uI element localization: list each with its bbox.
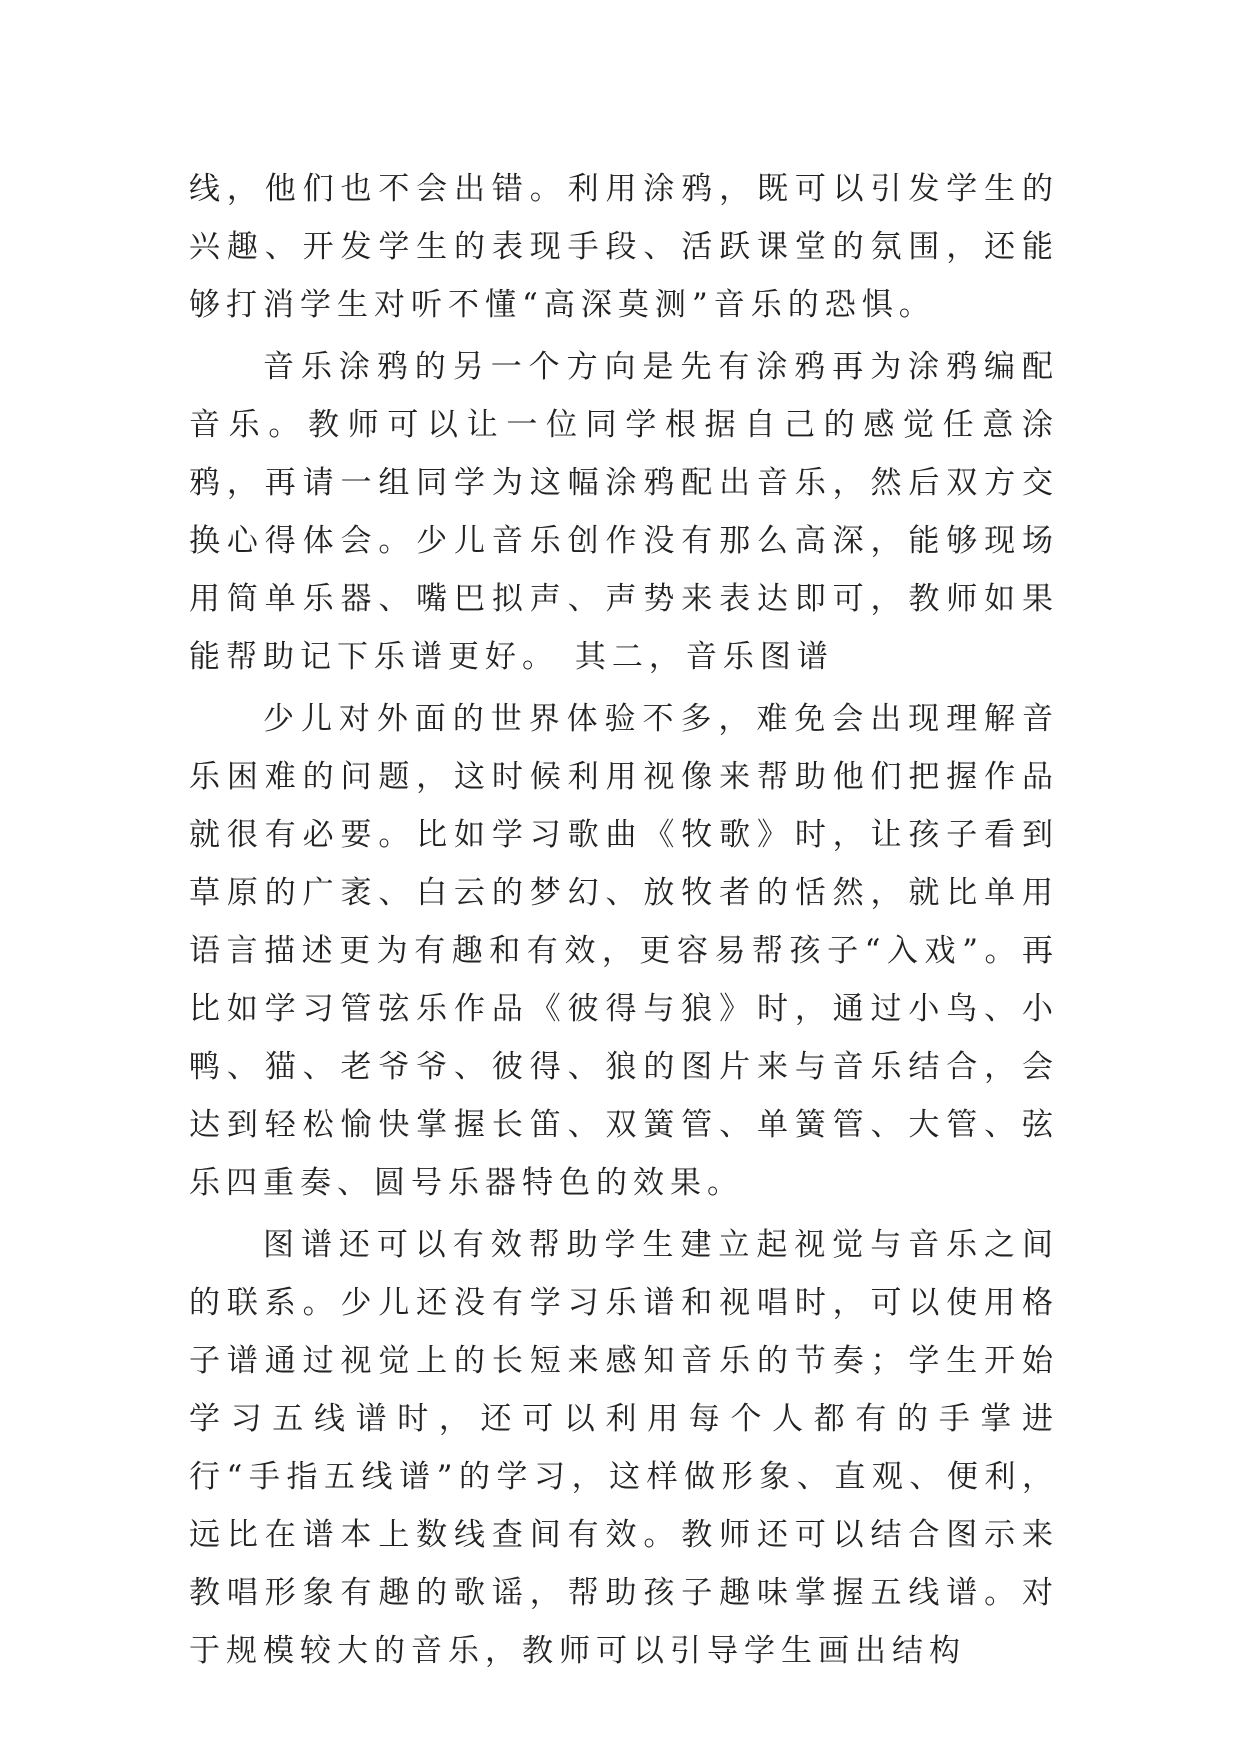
paragraph-4: 图谱还可以有效帮助学生建立起视觉与音乐之间的联系。少儿还没有学习乐谱和视唱时，可以使用格子谱通过视觉上的长短来感知音乐的节奏；学生开始学习五线谱时，还可以利用每个人都有的手掌进行“手指五线谱”的学习，这样做形象、直观、便利，远比在谱本上数线查间有效。教师还可以结合图示来教唱形象有趣的歌谣，帮助孩子趣味掌握五线谱。对于规模较大的音乐，教师可以引导学生画出结构 xyxy=(189,1227,1059,1669)
body-text xyxy=(189,160,1059,1684)
paragraph-1: 线，他们也不会出错。利用涂鸦，既可以引发学生的兴趣、开发学生的表现手段、活跃课堂的氛围，还能够打消学生对听不懂“高深莫测”音乐的恐惧。 xyxy=(189,171,1059,323)
paragraph-2: 音乐涂鸦的另一个方向是先有涂鸦再为涂鸦编配音乐。教师可以让一位同学根据自己的感觉任意涂鸦，再请一组同学为这幅涂鸦配出音乐，然后双方交换心得体会。少儿音乐创作没有那么高深，能够现场用简单乐器、嘴巴拟声、声势来表达即可，教师如果能帮助记下乐谱更好。 其二，音乐图谱 xyxy=(189,349,1059,675)
paragraph-3: 少儿对外面的世界体验不多，难免会出现理解音乐困难的问题，这时候利用视像来帮助他们把握作品就很有必要。比如学习歌曲《牧歌》时，让孩子看到草原的广袤、白云的梦幻、放牧者的恬然，就比单用语言描述更为有趣和有效，更容易帮孩子“入戏”。再比如学习管弦乐作品《彼得与狼》时，通过小鸟、小鸭、猫、老爷爷、彼得、狼的图片来与音乐结合，会达到轻松愉快掌握长笛、双簧管、单簧管、大管、弦乐四重奏、圆号乐器特色的效果。 xyxy=(189,701,1059,1201)
